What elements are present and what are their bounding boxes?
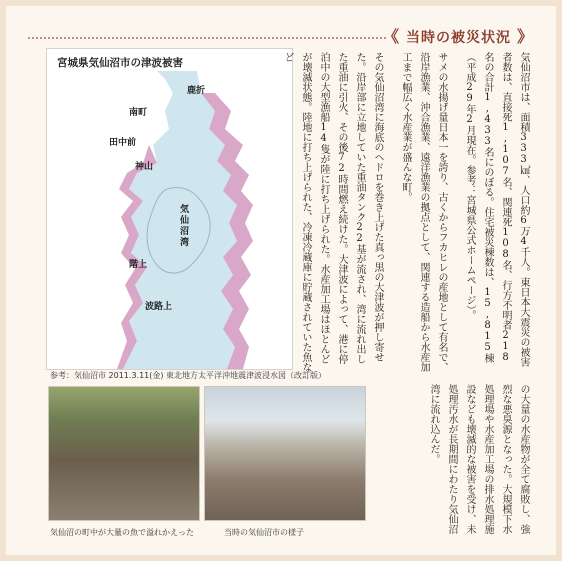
map-caption: 参考：気仙沼市 2011.3.11(金) 東北地方太平洋沖地震津波浸水図（改訂版） bbox=[50, 371, 327, 380]
photo-fish-in-town bbox=[48, 386, 200, 521]
article-paragraph-1: 気仙沼市は、面積333㎢、人口約6万4千人。東日本大震災の被害者数は、直接死1,107名、関連死108名、行方不明者218名の合計1,433名にのぼる。住宅被災棟数は、15,815棟（平成29年2月現在。参考：宮城県公式ホームページ）。 bbox=[464, 52, 529, 367]
photo-devastated-kesennuma bbox=[204, 386, 366, 521]
article-paragraph-3: その気仙沼湾に海底のヘドロを巻き上げた真っ黒の大津波が押し寄せた。沿岸部に立地していた重油タンク22基が流され、湾に流れ出した重油に引火、その後72時間燃え続けた。大津波によって、港に停泊中の大型漁船14隻が陸に打ち上げられた。水産加工場はほとんどが壊滅状態。陸地に打ち上げられた、冷凍冷蔵庫に貯蔵されていた魚など bbox=[282, 52, 383, 372]
section-title: 当時の被災状況 bbox=[405, 30, 511, 46]
map-title: 宮城県気仙沼市の津波被害 bbox=[57, 57, 183, 69]
article-body-continued bbox=[362, 384, 532, 539]
article-body bbox=[282, 52, 532, 372]
article-paragraph-2: サメの水揚げ量日本一を誇り、古くからフカヒレの産地として有名で、沿岸漁業、沖合漁業、遠洋漁業の拠点として、関連する造船から水産加工まで幅広く水産業が盛んな町。 bbox=[400, 52, 447, 372]
map-label-hashikami: 階上 bbox=[129, 260, 148, 270]
double-chevron-right-icon: 》 bbox=[516, 27, 534, 46]
map-figure bbox=[46, 48, 293, 370]
tsunami-map bbox=[47, 71, 292, 369]
photo-caption-left: 気仙沼の町中が大量の魚で溢れかえった bbox=[50, 528, 194, 537]
map-label-tanaka: 田中前 bbox=[109, 138, 137, 148]
double-chevron-left-icon: 《 bbox=[382, 27, 400, 46]
map-label-kamiyama: 神山 bbox=[135, 162, 154, 172]
map-label-minamimachi: 南町 bbox=[129, 108, 148, 118]
photo-caption-right: 当時の気仙沼市の様子 bbox=[224, 528, 304, 537]
map-label-kesennuma-bay: 気仙沼湾 bbox=[180, 205, 190, 248]
article-paragraph-4: の大量の水産物が全て腐敗し、強烈な悪臭源となった。大規模下水処理場や水産加工場の排水処理施設なども壊滅的な被害を受け、未処理汚水が長期間にわたり気仙沼湾に流れ込んだ。 bbox=[428, 384, 529, 534]
map-label-hajikami: 波路上 bbox=[145, 302, 173, 312]
section-header bbox=[383, 26, 534, 48]
header-rule bbox=[28, 37, 386, 39]
map-label-shishiori: 鹿折 bbox=[187, 86, 206, 96]
